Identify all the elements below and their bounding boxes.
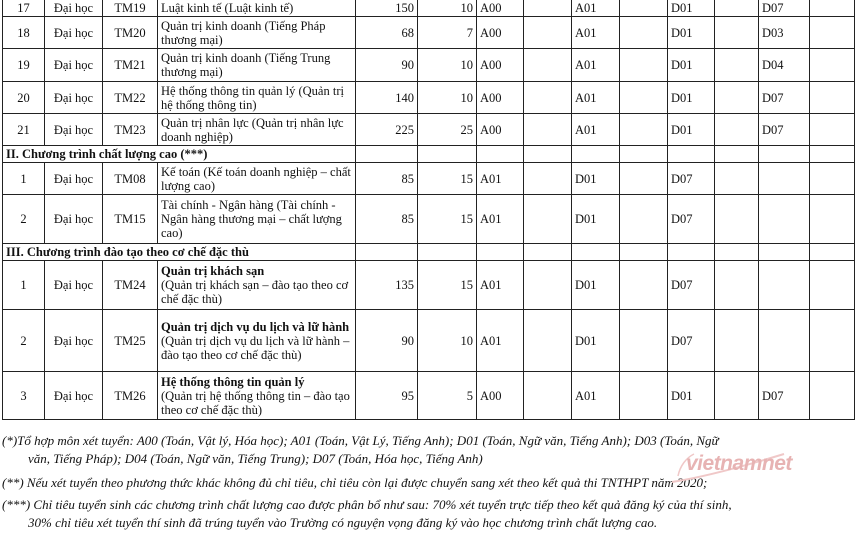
row-empty (620, 372, 668, 420)
row-empty (715, 244, 759, 261)
footnote-line: văn, Tiếng Pháp); D04 (Toán, Ngữ văn, Tiếng Trung); D07 (Toán, Hóa học, Tiếng Anh) (28, 451, 483, 466)
table-row (3, 163, 855, 195)
row-stt: 2 (3, 310, 45, 372)
row-empty (620, 244, 668, 261)
row-major: Quản trị kinh doanh (Tiếng Pháp thương mại) (158, 17, 356, 49)
row-combo-1: A00 (477, 17, 524, 49)
row-empty (572, 244, 620, 261)
admission-table (2, 0, 855, 420)
row-stt: 1 (3, 163, 45, 195)
row-empty (524, 114, 572, 146)
row-empty (759, 195, 810, 244)
row-empty (620, 49, 668, 82)
row-stt: 18 (3, 17, 45, 49)
vietnamnet-watermark-logo (668, 448, 792, 488)
row-empty (715, 261, 759, 310)
row-code: TM08 (103, 163, 158, 195)
row-combo-1: A00 (477, 372, 524, 420)
row-empty (715, 372, 759, 420)
row-target: 90 (356, 310, 418, 372)
row-empty (524, 146, 572, 163)
row-combo-2: A01 (572, 49, 620, 82)
row-empty (524, 244, 572, 261)
row-empty (356, 146, 418, 163)
row-target: 135 (356, 261, 418, 310)
watermark-text: vietnamnet (686, 452, 792, 475)
row-target: 90 (356, 49, 418, 82)
section-title-high-quality: II. Chương trình chất lượng cao (***) (3, 146, 356, 163)
row-empty (524, 195, 572, 244)
row-empty (620, 195, 668, 244)
row-stt: 17 (3, 0, 45, 17)
row-empty (759, 146, 810, 163)
row-empty (620, 310, 668, 372)
row-empty (810, 261, 855, 310)
table-row (3, 261, 855, 310)
row-major-title: Hệ thống thông tin quản lý (161, 374, 305, 389)
row-major (158, 261, 356, 310)
row-combo-4: D04 (759, 49, 810, 82)
row-combo-1: A01 (477, 163, 524, 195)
row-code: TM24 (103, 261, 158, 310)
row-empty (524, 163, 572, 195)
row-target: 225 (356, 114, 418, 146)
row-combo-1: A01 (477, 310, 524, 372)
row-combo-1: A01 (477, 261, 524, 310)
row-empty (620, 17, 668, 49)
row-major-title: Quản trị khách sạn (161, 264, 265, 278)
row-percent: 15 (418, 261, 477, 310)
table-row (3, 0, 855, 17)
table-row (3, 114, 855, 146)
footnote-line: (**) Nếu xét tuyển theo phương thức khác không đủ chỉ tiêu, chỉ tiêu còn lại được chuyển sang xét theo kết quả thi TNTHPT năm 2020; (2, 475, 708, 490)
row-percent: 7 (418, 17, 477, 49)
row-empty (810, 114, 855, 146)
row-empty (620, 163, 668, 195)
row-combo-3: D07 (668, 310, 715, 372)
row-target: 85 (356, 163, 418, 195)
row-combo-4: D07 (759, 114, 810, 146)
row-combo-3: D01 (668, 17, 715, 49)
row-stt: 1 (3, 261, 45, 310)
table-row (3, 195, 855, 244)
row-major: Hệ thống thông tin quản lý (Quản trị hệ thống thông tin) (158, 82, 356, 114)
row-empty (477, 244, 524, 261)
row-empty (524, 310, 572, 372)
table-row (3, 372, 855, 420)
row-major-detail: (Quản trị hệ thống thông tin – đào tạo theo cơ chế đặc thù) (161, 388, 350, 417)
row-level: Đại học (45, 310, 103, 372)
table-row (3, 310, 855, 372)
table-row (3, 17, 855, 49)
row-combo-4: D07 (759, 372, 810, 420)
row-code: TM15 (103, 195, 158, 244)
row-major (158, 310, 356, 372)
row-combo-2: A01 (572, 0, 620, 17)
row-combo-1: A00 (477, 49, 524, 82)
table-row (3, 49, 855, 82)
row-empty (620, 261, 668, 310)
row-combo-3: D01 (668, 82, 715, 114)
row-code: TM25 (103, 310, 158, 372)
row-empty (810, 310, 855, 372)
section-header-row (3, 146, 855, 163)
row-percent: 10 (418, 82, 477, 114)
row-level: Đại học (45, 0, 103, 17)
row-combo-1: A01 (477, 195, 524, 244)
row-empty (715, 49, 759, 82)
row-empty (715, 163, 759, 195)
row-combo-3: D07 (668, 261, 715, 310)
footnote-high-quality-quota (2, 496, 854, 532)
row-combo-2: D01 (572, 163, 620, 195)
row-combo-4: D03 (759, 17, 810, 49)
row-combo-3: D01 (668, 372, 715, 420)
row-major (158, 372, 356, 420)
row-empty (356, 244, 418, 261)
row-target: 68 (356, 17, 418, 49)
row-empty (418, 146, 477, 163)
row-empty (477, 146, 524, 163)
row-combo-4: D07 (759, 82, 810, 114)
row-empty (715, 82, 759, 114)
row-empty (810, 163, 855, 195)
row-target: 85 (356, 195, 418, 244)
row-empty (810, 372, 855, 420)
row-empty (524, 17, 572, 49)
row-empty (418, 244, 477, 261)
row-empty (715, 0, 759, 17)
row-major: Quản trị nhân lực (Quản trị nhân lực doanh nghiệp) (158, 114, 356, 146)
footnote-line: 30% chỉ tiêu xét tuyển thí sinh đã trúng tuyển vào Trường có nguyện vọng đăng ký vào học chương trình chất lượng cao. (28, 515, 658, 530)
row-combo-2: A01 (572, 82, 620, 114)
row-empty (524, 49, 572, 82)
row-empty (810, 195, 855, 244)
row-empty (620, 0, 668, 17)
row-empty (810, 17, 855, 49)
row-empty (810, 244, 855, 261)
row-empty (715, 146, 759, 163)
row-level: Đại học (45, 82, 103, 114)
row-level: Đại học (45, 261, 103, 310)
row-empty (715, 114, 759, 146)
row-major-title: Quản trị dịch vụ du lịch và lữ hành (161, 319, 350, 334)
row-stt: 2 (3, 195, 45, 244)
row-empty (620, 82, 668, 114)
row-level: Đại học (45, 372, 103, 420)
row-empty (620, 114, 668, 146)
row-combo-1: A00 (477, 0, 524, 17)
section-title-special: III. Chương trình đào tạo theo cơ chế đặc thù (3, 244, 356, 261)
row-percent: 10 (418, 0, 477, 17)
footnote-line: (***) Chỉ tiêu tuyển sinh các chương trình chất lượng cao được phân bổ như sau: 70% xét tuyển trực tiếp theo kết quả đăng ký của thí sinh, (2, 497, 732, 512)
row-empty (759, 310, 810, 372)
row-combo-3: D01 (668, 114, 715, 146)
row-level: Đại học (45, 163, 103, 195)
row-percent: 5 (418, 372, 477, 420)
row-code: TM19 (103, 0, 158, 17)
row-empty (524, 82, 572, 114)
row-stt: 3 (3, 372, 45, 420)
row-major-detail: (Quản trị khách sạn – đào tạo theo cơ chế đặc thù) (161, 278, 349, 306)
row-empty (759, 244, 810, 261)
row-combo-2: D01 (572, 261, 620, 310)
row-combo-1: A00 (477, 82, 524, 114)
row-combo-2: A01 (572, 114, 620, 146)
row-empty (524, 372, 572, 420)
row-combo-2: A01 (572, 17, 620, 49)
row-level: Đại học (45, 114, 103, 146)
row-major-detail: (Quản trị dịch vụ du lịch và lữ hành – đào tạo theo cơ chế đặc thù) (161, 333, 350, 362)
row-code: TM22 (103, 82, 158, 114)
row-empty (620, 146, 668, 163)
row-empty (524, 261, 572, 310)
row-percent: 10 (418, 49, 477, 82)
row-empty (810, 82, 855, 114)
row-combo-3: D01 (668, 0, 715, 17)
row-stt: 21 (3, 114, 45, 146)
row-target: 150 (356, 0, 418, 17)
row-level: Đại học (45, 17, 103, 49)
row-percent: 25 (418, 114, 477, 146)
row-empty (572, 146, 620, 163)
row-empty (668, 244, 715, 261)
row-code: TM23 (103, 114, 158, 146)
row-percent: 15 (418, 163, 477, 195)
row-percent: 10 (418, 310, 477, 372)
row-major: Luật kinh tế (Luật kinh tế) (158, 0, 356, 17)
row-empty (759, 261, 810, 310)
row-empty (810, 146, 855, 163)
row-code: TM21 (103, 49, 158, 82)
row-combo-2: A01 (572, 372, 620, 420)
row-target: 95 (356, 372, 418, 420)
row-empty (715, 195, 759, 244)
row-level: Đại học (45, 195, 103, 244)
row-combo-3: D07 (668, 163, 715, 195)
section-header-row (3, 244, 855, 261)
row-combo-3: D07 (668, 195, 715, 244)
row-stt: 19 (3, 49, 45, 82)
table-row (3, 82, 855, 114)
row-empty (810, 49, 855, 82)
row-combo-2: D01 (572, 310, 620, 372)
row-code: TM26 (103, 372, 158, 420)
row-empty (715, 17, 759, 49)
row-combo-4: D07 (759, 0, 810, 17)
row-target: 140 (356, 82, 418, 114)
row-stt: 20 (3, 82, 45, 114)
row-empty (759, 163, 810, 195)
row-major: Kế toán (Kế toán doanh nghiệp – chất lượng cao) (158, 163, 356, 195)
row-combo-1: A00 (477, 114, 524, 146)
footnote-line: (*)Tổ hợp môn xét tuyển: A00 (Toán, Vật lý, Hóa học); A01 (Toán, Vật Lý, Tiếng Anh); D01 (Toán, Ngữ văn, Tiếng Anh); D03 (Toán, Ngữ (2, 433, 719, 448)
row-empty (668, 146, 715, 163)
row-empty (524, 0, 572, 17)
row-code: TM20 (103, 17, 158, 49)
row-empty (810, 0, 855, 17)
row-major: Quản trị kinh doanh (Tiếng Trung thương mại) (158, 49, 356, 82)
row-combo-3: D01 (668, 49, 715, 82)
row-combo-2: D01 (572, 195, 620, 244)
row-level: Đại học (45, 49, 103, 82)
row-empty (715, 310, 759, 372)
row-major: Tài chính - Ngân hàng (Tài chính - Ngân hàng thương mại – chất lượng cao) (158, 195, 356, 244)
row-percent: 15 (418, 195, 477, 244)
